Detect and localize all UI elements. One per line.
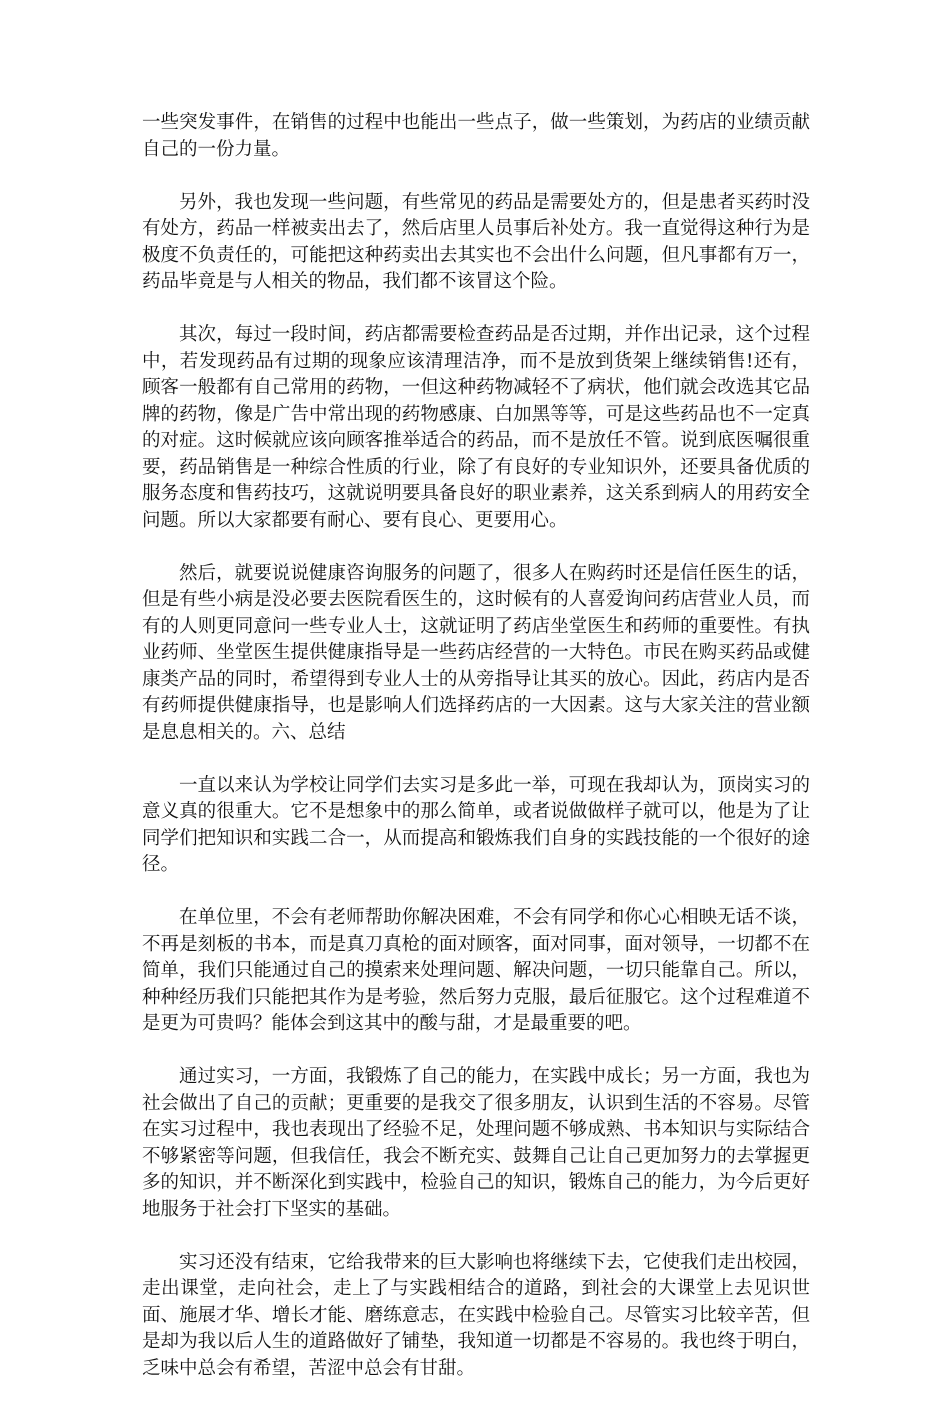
paragraph-8: 实习还没有结束，它给我带来的巨大影响也将继续下去，它使我们走出校园，走出课堂，走向社会，走上了与实践相结合的道路，到社会的大课堂上去见识世面、施展才华、增长才能、磨练意志，在实践中检验自己。尽管实习比较辛苦，但是却为我以后人生的道路做好了铺垫，我知道一切都是不容易的。我也终于明白，乏味中总会有希望，苦涩中总会有甘甜。	[142, 1251, 810, 1379]
document-page	[142, 110, 810, 1409]
paragraph-4: 然后，就要说说健康咨询服务的问题了，很多人在购药时还是信任医生的话，但是有些小病是没必要去医院看医生的，这时候有的人喜爱询问药店营业人员，而有的人则更同意问一些专业人士，这就证明了药店坐堂医生和药师的重要性。有执业药师、坐堂医生提供健康指导是一些药店经营的一大特色。市民在购买药品或健康类产品的同时，希望得到专业人士的从旁指导让其买的放心。因此，药店内是否有药师提供健康指导，也是影响人们选择药店的一大因素。这与大家关注的营业额是息息相关的。六、总结	[142, 562, 810, 743]
paragraph-3: 其次，每过一段时间，药店都需要检查药品是否过期，并作出记录，这个过程中，若发现药品有过期的现象应该清理洁净，而不是放到货架上继续销售!还有，顾客一般都有自己常用的药物，一但这种药物减轻不了病状，他们就会改选其它品牌的药物，像是广告中常出现的药物感康、白加黑等等，可是这些药品也不一定真的对症。这时候就应该向顾客推举适合的药品，而不是放任不管。说到底医嘱很重要，药品销售是一种综合性质的行业，除了有良好的专业知识外，还要具备优质的服务态度和售药技巧，这就说明要具备良好的职业素养，这关系到病人的用药安全问题。所以大家都要有耐心、要有良心、更要用心。	[142, 324, 810, 531]
paragraph-6: 在单位里，不会有老师帮助你解决困难，不会有同学和你心心相映无话不谈，不再是刻板的书本，而是真刀真枪的面对顾客，面对同事，面对领导，一切都不在简单，我们只能通过自己的摸索来处理问题、解决问题，一切只能靠自己。所以，种种经历我们只能把其作为是考验，然后努力克服，最后征服它。这个过程难道不是更为可贵吗？能体会到这其中的酸与甜，才是最重要的吧。	[142, 907, 810, 1034]
paragraph-7: 通过实习，一方面，我锻炼了自己的能力，在实践中成长；另一方面，我也为社会做出了自己的贡献；更重要的是我交了很多朋友，认识到生活的不容易。尽管在实习过程中，我也表现出了经验不足，处理问题不够成熟、书本知识与实际结合不够紧密等问题，但我信任，我会不断充实、鼓舞自己让自己更加努力的去掌握更多的知识，并不断深化到实践中，检验自己的知识，锻炼自己的能力，为今后更好地服务于社会打下坚实的基础。	[142, 1066, 810, 1220]
paragraph-5: 一直以来认为学校让同学们去实习是多此一举，可现在我却认为，顶岗实习的意义真的很重大。它不是想象中的那么简单，或者说做做样子就可以，他是为了让同学们把知识和实践二合一，从而提高和锻炼我们自身的实践技能的一个很好的途径。	[142, 774, 810, 875]
paragraph-1: 一些突发事件，在销售的过程中也能出一些点子，做一些策划，为药店的业绩贡献自己的一份力量。	[142, 112, 810, 160]
paragraph-2: 另外，我也发现一些问题，有些常见的药品是需要处方的，但是患者买药时没有处方，药品一样被卖出去了，然后店里人员事后补处方。我一直觉得这种行为是极度不负责任的，可能把这种药卖出去其实也不会出什么问题，但凡事都有万一，药品毕竟是与人相关的物品，我们都不该冒这个险。	[142, 191, 810, 292]
